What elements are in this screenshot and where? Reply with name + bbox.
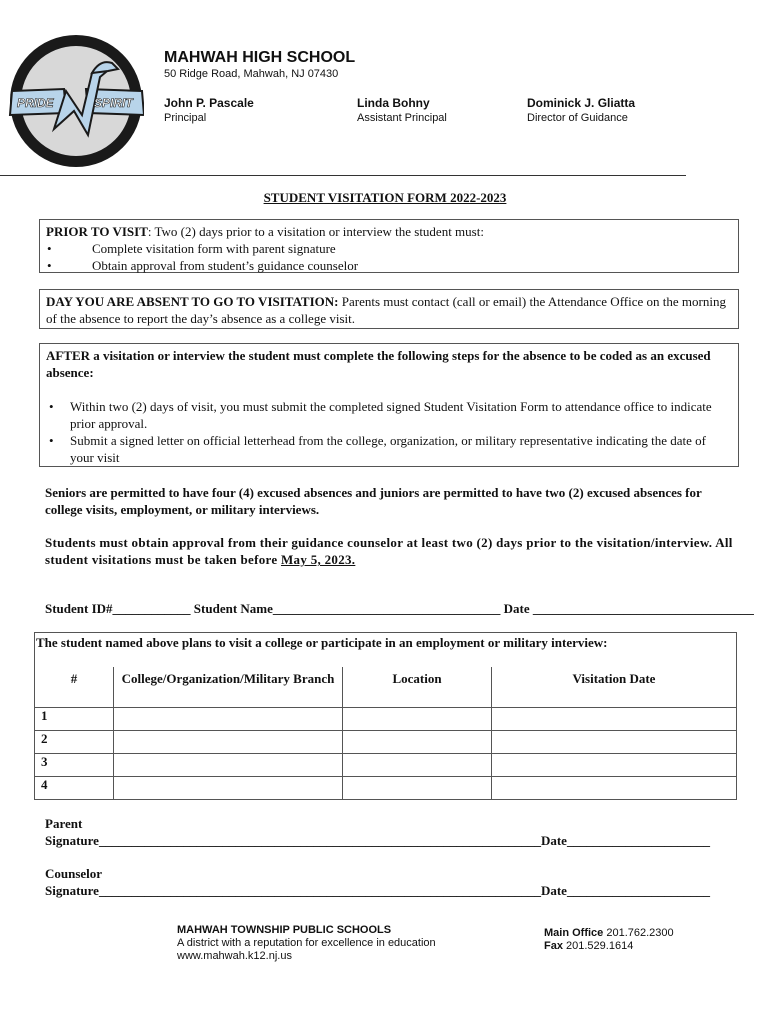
student-id-field[interactable]: ____________ xyxy=(112,601,191,616)
school-address: 50 Ridge Road, Mahwah, NJ 07430 xyxy=(164,68,339,80)
bullet-icon: • xyxy=(47,258,52,273)
student-id-label: Student ID# xyxy=(45,601,113,616)
principal-title: Principal xyxy=(164,112,207,124)
after-bullet-2: Submit a signed letter on official letterhead from the college, organization, or military representative indicating the date of your visit xyxy=(70,433,706,465)
signature-label: Signature xyxy=(45,883,99,898)
row-number: 4 xyxy=(35,777,114,800)
guidance-director-name: Dominick J. Gliatta xyxy=(527,96,636,110)
school-name: MAHWAH HIGH SCHOOL xyxy=(164,49,356,66)
sig-date-label: Date xyxy=(540,883,567,898)
header-divider xyxy=(0,175,686,176)
prior-bullet-1: Complete visitation form with parent signature xyxy=(92,241,336,256)
assistant-principal-name: Linda Bohny xyxy=(357,96,430,110)
signature-label: Signature xyxy=(45,833,99,848)
bullet-icon: • xyxy=(47,241,52,256)
sig-date-label: Date xyxy=(540,833,567,848)
counselor-signature-field[interactable]: ____________________________________________________________________ xyxy=(98,883,541,898)
org-cell[interactable] xyxy=(114,777,343,800)
parent-date-field[interactable]: ______________________ xyxy=(566,833,710,848)
fax-number: 201.529.1614 xyxy=(562,940,634,952)
district-website[interactable]: www.mahwah.k12.nj.us xyxy=(177,950,292,962)
student-info-line xyxy=(45,601,754,617)
main-office-phone: 201.762.2300 xyxy=(603,927,674,939)
absence-day-box xyxy=(39,289,739,329)
counselor-label: Counselor xyxy=(45,866,103,881)
student-name-label: Student Name xyxy=(190,601,273,616)
bullet-icon: • xyxy=(49,433,54,448)
date-label: Date xyxy=(500,601,533,616)
table-row xyxy=(35,777,737,800)
bullet-icon: • xyxy=(49,399,54,414)
fax-label: Fax xyxy=(544,940,563,952)
row-number: 1 xyxy=(35,708,114,731)
table-caption: The student named above plans to visit a college or participate in an employment or military interview: xyxy=(35,633,737,668)
counselor-date-field[interactable]: ______________________ xyxy=(566,883,710,898)
seniors-policy: Seniors are permitted to have four (4) excused absences and juniors are permitted to have two (2) excused absences for college visits, employment, or military interviews. xyxy=(45,485,702,517)
col-header-location: Location xyxy=(343,667,492,708)
after-visit-box xyxy=(39,343,739,467)
school-logo xyxy=(8,33,144,169)
table-row xyxy=(35,754,737,777)
student-name-field[interactable]: ___________________________________ xyxy=(272,601,501,616)
org-cell[interactable] xyxy=(114,708,343,731)
footer-contact xyxy=(544,927,674,953)
org-cell[interactable] xyxy=(114,754,343,777)
parent-label: Parent xyxy=(45,816,83,831)
visit-date-cell[interactable] xyxy=(492,754,737,777)
table-row xyxy=(35,708,737,731)
visit-date-cell[interactable] xyxy=(492,777,737,800)
location-cell[interactable] xyxy=(343,777,492,800)
counselor-signature-block xyxy=(45,865,710,899)
deadline-date: May 5, 2023. xyxy=(280,552,356,567)
col-header-number: # xyxy=(35,667,114,708)
approval-text: Students must obtain approval from their guidance counselor at least two (2) days prior to the visitation/interview. All student visitations must be taken before xyxy=(45,535,733,567)
parent-signature-block xyxy=(45,815,710,849)
location-cell[interactable] xyxy=(343,708,492,731)
parent-signature-field[interactable]: ____________________________________________________________________ xyxy=(98,833,541,848)
after-bullet-1: Within two (2) days of visit, you must submit the completed signed Student Visitation Form to attendance office to indicate prior approval. xyxy=(70,399,712,431)
prior-bullet-2: Obtain approval from student’s guidance counselor xyxy=(92,258,359,273)
prior-label: PRIOR TO VISIT xyxy=(46,224,148,239)
row-number: 3 xyxy=(35,754,114,777)
col-header-organization: College/Organization/Military Branch xyxy=(114,667,343,708)
logo-text-pride: PRIDE xyxy=(17,96,54,110)
prior-text: : Two (2) days prior to a visitation or interview the student must: xyxy=(147,224,484,239)
table-row xyxy=(35,731,737,754)
visit-date-cell[interactable] xyxy=(492,708,737,731)
col-header-visitation-date: Visitation Date xyxy=(492,667,737,708)
row-number: 2 xyxy=(35,731,114,754)
footer-district xyxy=(177,924,436,963)
after-text: AFTER a visitation or interview the student must complete the following steps for the absence to be coded as an excused absence: xyxy=(46,348,711,380)
logo-text-spirit: SPIRIT xyxy=(94,96,133,110)
guidance-director-title: Director of Guidance xyxy=(527,112,628,124)
absent-label: DAY YOU ARE ABSENT TO GO TO VISITATION: xyxy=(46,294,339,309)
assistant-principal-title: Assistant Principal xyxy=(357,112,447,124)
visit-date-cell[interactable] xyxy=(492,731,737,754)
org-cell[interactable] xyxy=(114,731,343,754)
prior-to-visit-box xyxy=(39,219,739,273)
district-name: MAHWAH TOWNSHIP PUBLIC SCHOOLS xyxy=(177,924,392,936)
form-title: STUDENT VISITATION FORM 2022-2023 xyxy=(263,190,507,205)
absent-text: Parents must contact (call or email) the Attendance Office on the morning of the absence to report the day’s absence as a college visit. xyxy=(46,294,726,326)
principal-name: John P. Pascale xyxy=(164,96,254,110)
date-field[interactable]: __________________________________ xyxy=(532,601,754,616)
visits-table xyxy=(34,632,737,800)
location-cell[interactable] xyxy=(343,754,492,777)
main-office-label: Main Office xyxy=(544,927,604,939)
location-cell[interactable] xyxy=(343,731,492,754)
district-tagline: A district with a reputation for excellence in education xyxy=(177,937,436,949)
